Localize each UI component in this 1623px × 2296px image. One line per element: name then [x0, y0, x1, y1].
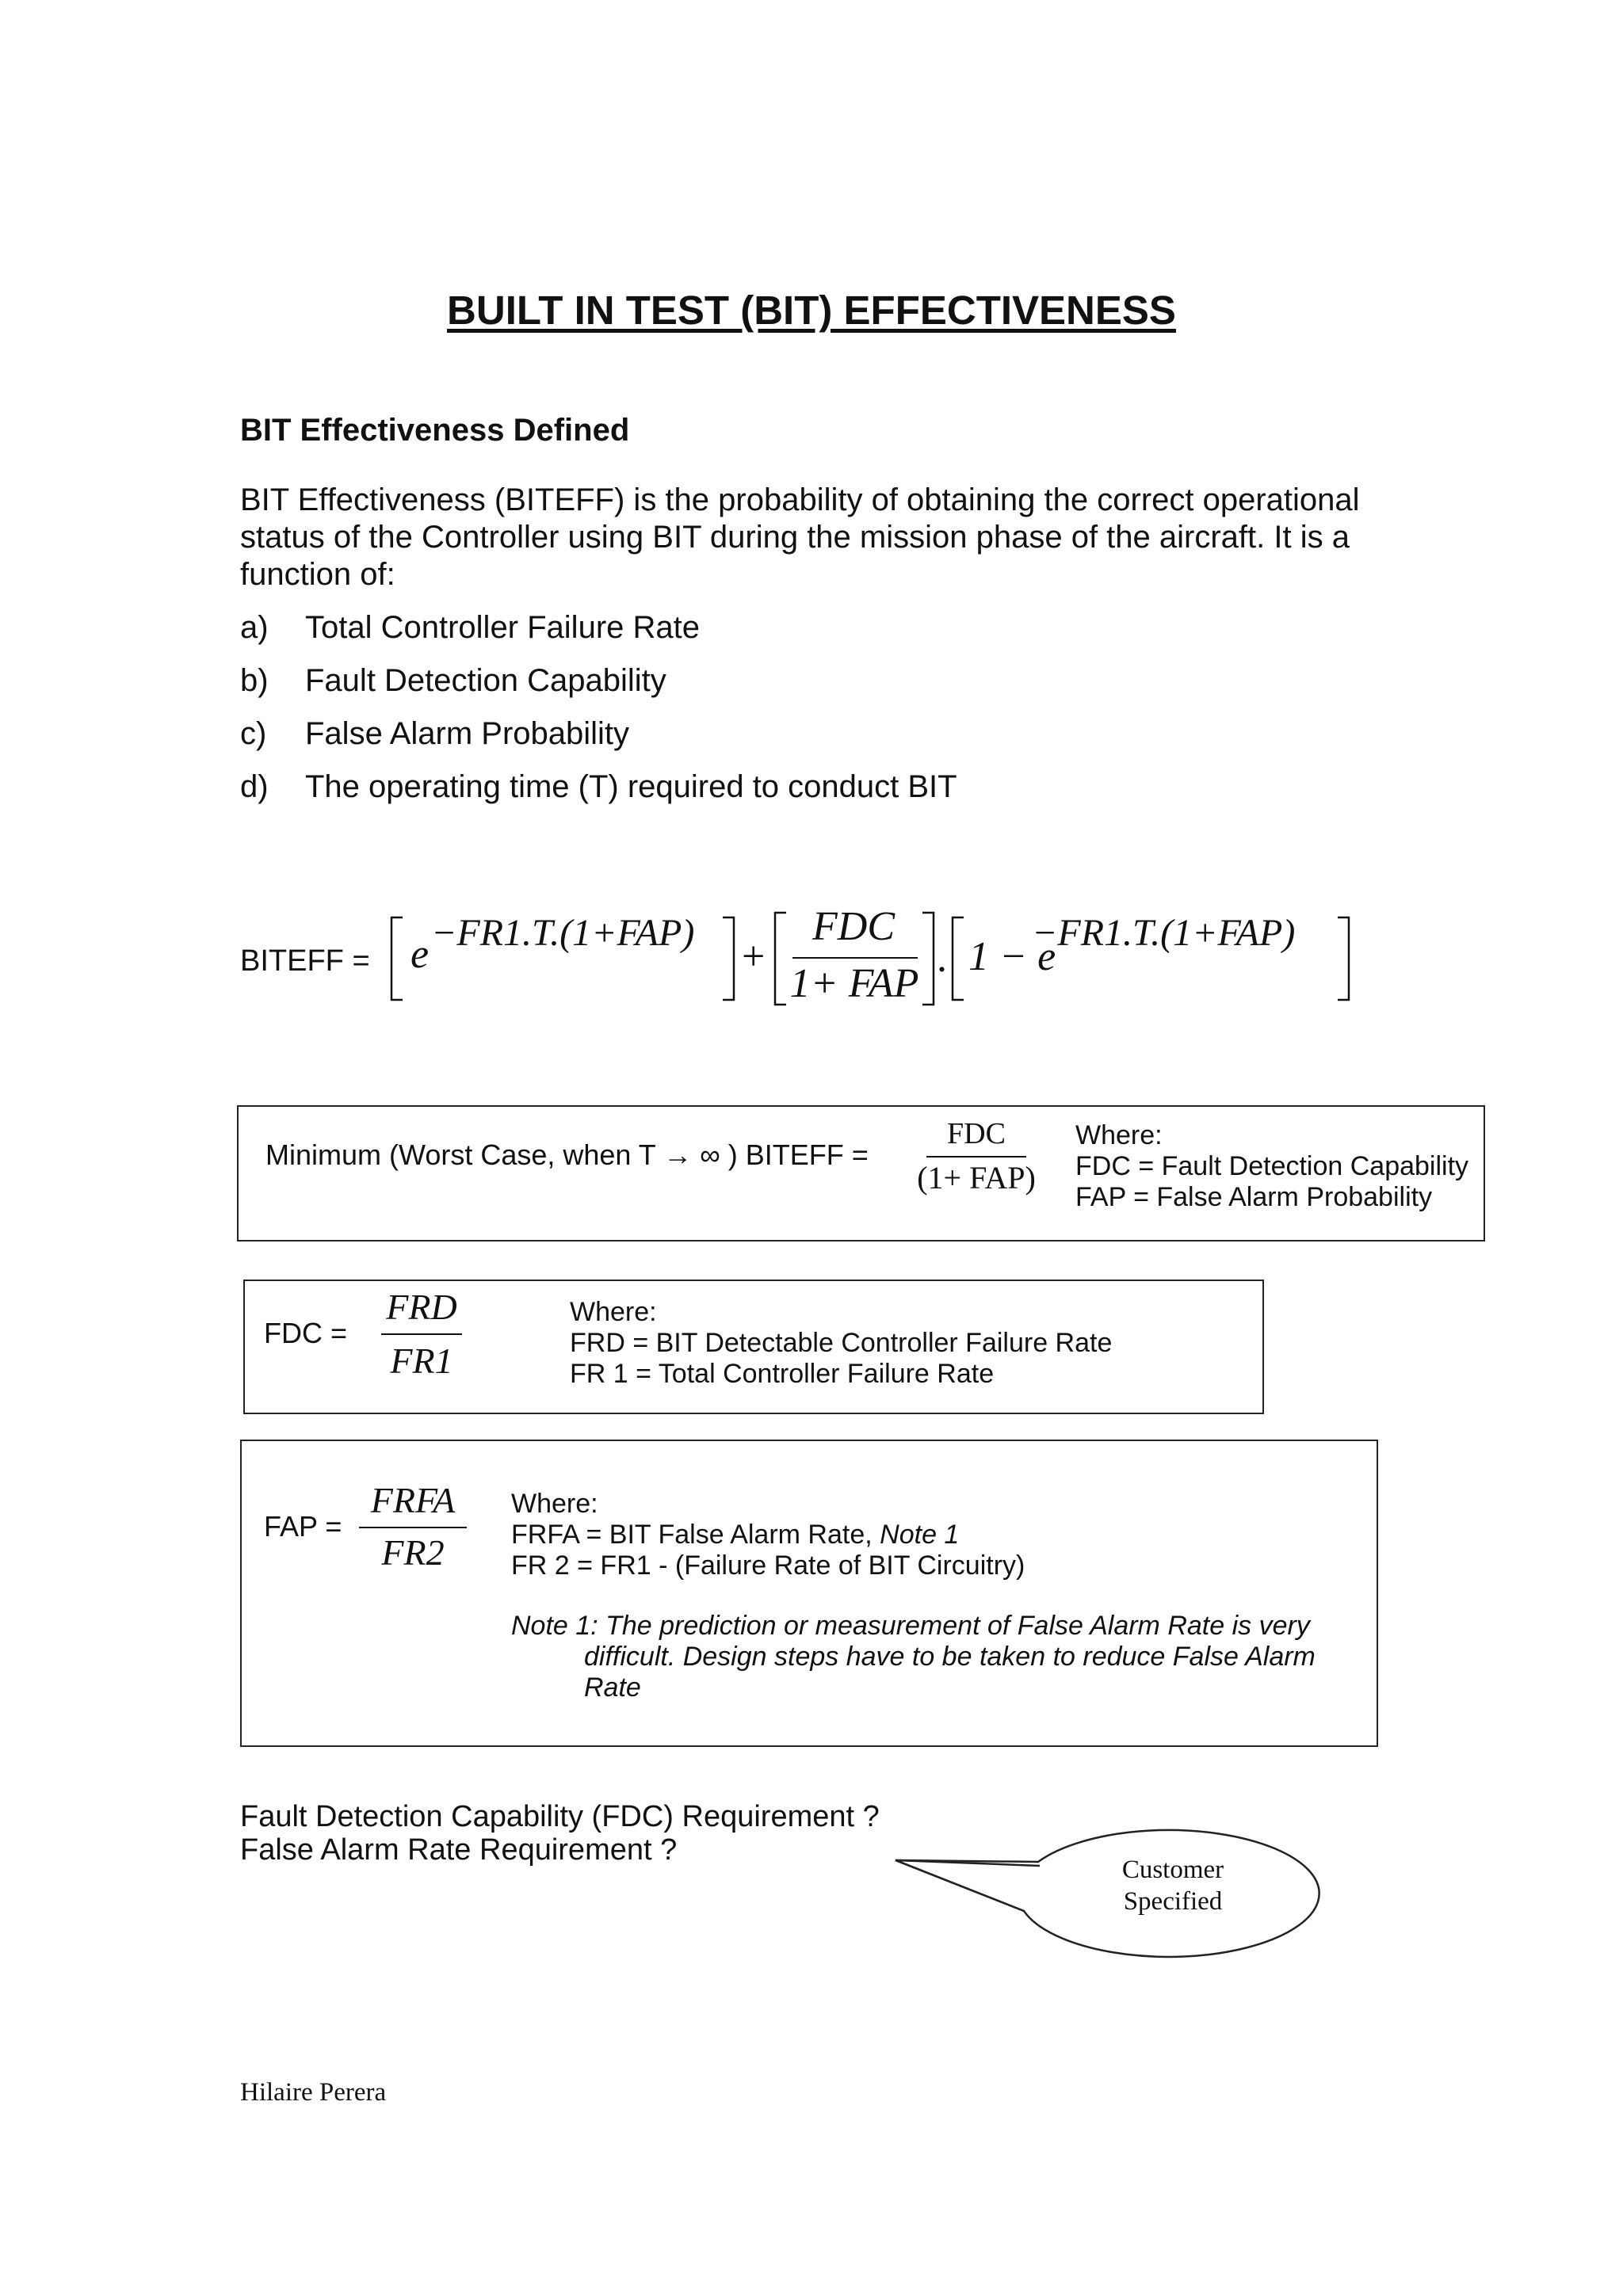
fr1-denominator: FR1 — [390, 1341, 453, 1381]
list-letter: b) — [240, 663, 269, 698]
worst-case-box — [237, 1105, 1485, 1241]
list-letter: d) — [240, 769, 269, 804]
fap-denominator: (1+ FAP) — [917, 1160, 1036, 1196]
where-label: Where: — [511, 1489, 598, 1519]
exponent: −FR1.T.(1+FAP) — [1032, 912, 1296, 954]
fdc-label: FDC = — [264, 1317, 348, 1349]
callout-line: Specified — [1123, 1887, 1223, 1916]
frd-numerator: FRD — [386, 1287, 457, 1327]
euler-e: e — [411, 932, 430, 977]
list-text: Fault Detection Capability — [305, 663, 666, 698]
fdc-requirement: Fault Detection Capability (FDC) Requirement ? — [240, 1800, 880, 1833]
frfa-numerator: FRFA — [370, 1480, 456, 1520]
note-reference: Note 1 — [880, 1520, 960, 1550]
note-text: Note 1: The prediction or measurement of False Alarm Rate is very — [511, 1611, 1310, 1641]
note-text: difficult. Design steps have to be taken to reduce False Alarm — [584, 1642, 1316, 1672]
plus-sign: + — [742, 934, 766, 979]
list-text: Total Controller Failure Rate — [305, 610, 700, 645]
where-label: Where: — [570, 1297, 657, 1327]
fdc-box — [243, 1280, 1264, 1414]
fraction-line — [381, 1333, 462, 1335]
worst-case-label: Minimum (Worst Case, when T → ∞ ) BITEFF = — [265, 1138, 869, 1171]
intro-paragraph: BIT Effectiveness (BITEFF) is the probability of obtaining the correct operational status of the Controller using BIT during the mission phase of the aircraft. It is a function of: — [240, 482, 1360, 592]
where-label: Where: — [1075, 1120, 1163, 1150]
list-letter: c) — [240, 716, 267, 751]
frd-definition: FRD = BIT Detectable Controller Failure Rate — [570, 1328, 1113, 1358]
fap-label: FAP = — [264, 1510, 342, 1543]
fap-denominator: 1+ FAP — [789, 961, 919, 1006]
frfa-definition: FRFA = BIT False Alarm Rate, Note 1 — [511, 1520, 960, 1550]
fraction-line — [926, 1156, 1026, 1158]
section-heading: BIT Effectiveness Defined — [240, 413, 630, 448]
list-text: False Alarm Probability — [305, 716, 630, 751]
fr1-definition: FR 1 = Total Controller Failure Rate — [570, 1359, 995, 1389]
fraction-line — [792, 957, 918, 959]
fr2-definition: FR 2 = FR1 - (Failure Rate of BIT Circuitry) — [511, 1550, 1025, 1581]
note-text: Rate — [584, 1672, 641, 1703]
list-text: The operating time (T) required to conduct BIT — [305, 769, 957, 804]
formula-brackets — [0, 0, 1623, 1046]
one-minus-e: 1 − e — [968, 934, 1056, 979]
list-letter: a) — [240, 610, 269, 645]
page-title: BUILT IN TEST (BIT) EFFECTIVENESS — [447, 288, 1176, 333]
author-footer: Hilaire Perera — [240, 2078, 387, 2107]
biteff-label: BITEFF = — [240, 944, 370, 978]
fr2-denominator: FR2 — [381, 1532, 445, 1573]
fraction-line — [359, 1527, 467, 1528]
exponent: −FR1.T.(1+FAP) — [431, 912, 695, 954]
fdc-numerator: FDC — [812, 904, 895, 949]
fdc-definition: FDC = Fault Detection Capability — [1075, 1151, 1469, 1181]
dot-operator: . — [937, 936, 947, 981]
callout-text — [1062, 1854, 1284, 1917]
fap-definition: FAP = False Alarm Probability — [1075, 1182, 1433, 1212]
requirement-questions — [240, 1800, 880, 1867]
fap-box — [240, 1440, 1378, 1747]
fdc-numerator: FDC — [947, 1117, 1006, 1150]
callout-line: Customer — [1121, 1855, 1224, 1884]
false-alarm-requirement: False Alarm Rate Requirement ? — [240, 1833, 678, 1867]
